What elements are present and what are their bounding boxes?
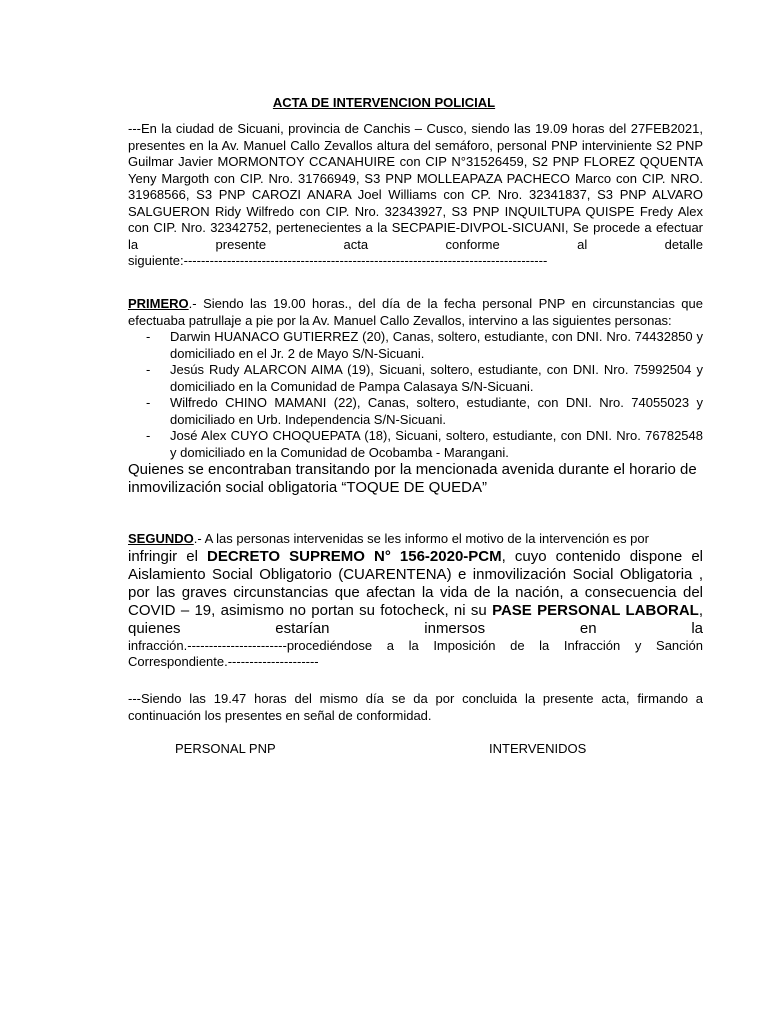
list-dash: - xyxy=(146,329,151,344)
list-item xyxy=(128,428,703,461)
list-item-text: Jesús Rudy ALARCON AIMA (19), Sicuani, soltero, estudiante, con DNI. Nro. 75992504 y domiciliado en la Comunidad de Pampa Calasaya S/N-Sicuani. xyxy=(170,362,703,394)
primero-label: PRIMERO xyxy=(128,296,189,311)
list-item xyxy=(128,395,703,428)
segundo-infringir: infringir el xyxy=(128,547,207,565)
segundo-text3: , quienes estarían inmersos en la xyxy=(128,601,703,637)
segundo-body xyxy=(128,548,703,638)
list-item-text: José Alex CUYO CHOQUEPATA (18), Sicuani, soltero, estudiante, con DNI. Nro. 76782548 y domiciliado en la Comunidad de Ocobamba - Marangani. xyxy=(170,428,703,460)
list-dash: - xyxy=(146,362,151,377)
segundo-text4: infracción.-----------------------procediéndose a la Imposición de la Infracción y Sanción Correspondiente.--------------------- xyxy=(128,637,703,669)
quienes-paragraph: Quienes se encontraban transitando por la mencionada avenida durante el horario de inmovilización social obligatoria “TOQUE DE QUEDA” xyxy=(128,461,697,496)
intro-text: ---En la ciudad de Sicuani, provincia de Canchis – Cusco, siendo las 19.09 horas del 27FEB2021, presentes en la Av. Manuel Callo Zevallos altura del semáforo, personal PNP interviniente S2 PNP Guilmar Javier MORMONTOY CCANAHUIRE con CIP N°31526459, S2 PNP FLOREZ QQUENTA Yeny Margoth con CIP. Nro. 31766949, S3 PNP MOLLEAPAZA PACHECO Marco con CIP. NRO. 31968566, S3 PNP CAROZI ANARA Joel Williams con CP. Nro. 32341837, S3 PNP ALVARO SALGUERON Ridy Wilfredo con CIP. Nro. 32343927, S3 PNP INQUILTUPA QUISPE Fredy Alex con CIP. Nro. 32342752, pertenecientes a la SECPAPIE-DIVPOL-SICUANI, Se procede a efectuar la presente acta conforme al detalle xyxy=(128,121,703,252)
list-dash: - xyxy=(146,428,151,443)
segundo-section xyxy=(128,531,703,671)
intro-tail: siguiente:------------------------------------------------------------------------------------ xyxy=(128,253,548,268)
list-item xyxy=(128,362,703,395)
segundo-first-line xyxy=(128,531,703,548)
decreto-text: DECRETO SUPREMO N° 156-2020-PCM xyxy=(206,547,502,565)
segundo-line1: .- A las personas intervenidas se les informo el motivo de la intervención es por xyxy=(193,531,649,546)
closing-paragraph: ---Siendo las 19.47 horas del mismo día se da por concluida la presente acta, firmando a continuación los presentes en señal de conformidad. xyxy=(128,691,703,723)
list-item-text: Darwin HUANACO GUTIERREZ (20), Canas, soltero, estudiante, con DNI. Nro. 74432850 y domiciliado en el Jr. 2 de Mayo S/N-Sicuani. xyxy=(170,329,703,361)
document-title: ACTA DE INTERVENCION POLICIAL xyxy=(272,95,496,110)
pase-text: PASE PERSONAL LABORAL xyxy=(492,601,699,619)
signature-personal-pnp: PERSONAL PNP xyxy=(175,741,276,756)
primero-text: .- Siendo las 19.00 horas., del día de la fecha personal PNP en circunstancias que efectuaba patrullaje a pie por la Av. Manuel Callo Zevallos, intervino a las siguientes personas: xyxy=(128,296,703,328)
list-dash: - xyxy=(146,395,151,410)
list-item-text: Wilfredo CHINO MAMANI (22), Canas, soltero, estudiante, con DNI. Nro. 74055023 y domiciliado en Urb. Independencia S/N-Sicuani. xyxy=(170,395,703,427)
signature-intervenidos: INTERVENIDOS xyxy=(489,741,587,756)
segundo-label: SEGUNDO xyxy=(128,531,194,546)
person-list xyxy=(128,329,703,461)
list-item xyxy=(128,329,703,362)
segundo-text2: , cuyo contenido dispone el Aislamiento Social Obligatorio (CUARENTENA) e inmovilización Social Obligatoria , por las graves circunstancias que afectan la vida de la nación, a consecuencia del COVID – 19, asimismo no portan su fotocheck, ni su xyxy=(128,547,703,619)
primero-paragraph xyxy=(128,296,703,329)
primero-section xyxy=(128,296,703,497)
intro-paragraph xyxy=(128,121,703,270)
